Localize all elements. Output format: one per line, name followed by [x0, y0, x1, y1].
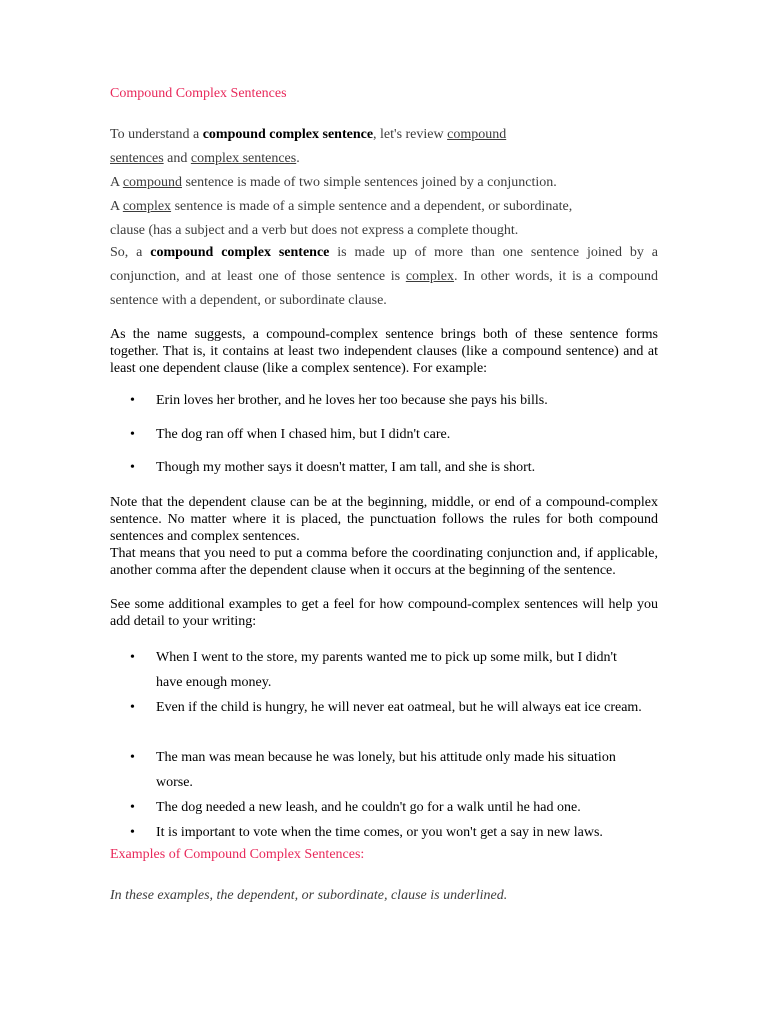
complex-link[interactable]: complex: [405, 269, 455, 284]
compound-link[interactable]: compound: [447, 127, 507, 142]
page-title: Compound Complex Sentences: [110, 86, 287, 101]
bullet-icon: •: [130, 825, 135, 840]
intro-paragraph: [110, 123, 658, 171]
section-title: Examples of Compound Complex Sentences:: [110, 847, 365, 862]
complex-link[interactable]: complex: [122, 199, 172, 214]
bullet-icon: •: [130, 460, 135, 475]
bullet-icon: •: [130, 427, 135, 442]
paragraph-name-suggests: As the name suggests, a compound-complex sentence brings both of these sentence forms together. That is, it contains at least two independent clauses (like a compound sentence) and at least one dependent clause (like a complex sentence). For example:: [110, 327, 658, 376]
intro-text: To understand a: [110, 127, 203, 142]
compound-link[interactable]: compound: [122, 175, 182, 190]
intro-text: and: [163, 151, 191, 166]
bullet-icon: •: [130, 650, 135, 665]
bullet-icon: •: [130, 750, 135, 765]
intro-text: .: [296, 151, 300, 166]
sentences-link[interactable]: sentences: [110, 151, 164, 166]
paragraph-comma: That means that you need to put a comma before the coordinating conjunction and, if applicable, another comma after the dependent clause when it occurs at the beginning of the sentence.: [110, 546, 658, 578]
bullet-icon: •: [130, 393, 135, 408]
paragraph-see-more: See some additional examples to get a feel for how compound-complex sentences will help you add detail to your writing:: [110, 597, 658, 629]
intro-text: , let's review: [373, 127, 448, 142]
compound-complex-definition: So, a compound complex sentence is made up of more than one sentence joined by a conjunction, and at least one of those sentence is complex. In other words, it is a compound sentence with a dependent, or subordinate clause.: [110, 245, 658, 308]
bullet-icon: •: [130, 800, 135, 815]
examples-note: In these examples, the dependent, or subordinate, clause is underlined.: [110, 888, 508, 903]
compound-definition: A compound sentence is made of two simple sentences joined by a conjunction.: [110, 175, 557, 190]
bullet-icon: •: [130, 700, 135, 715]
cc-bold-term: compound complex sentence: [150, 245, 330, 260]
complex-definition: A complex sentence is made of a simple sentence and a dependent, or subordinate, clause (has a subject and a verb but does not express a complete thought.: [110, 199, 573, 238]
intro-bold-term: compound complex sentence: [202, 127, 374, 142]
document-page: Compound Complex Sentences To understand a compound complex sentence, let's review compound sentences and complex sentences. A compound sentence is made of two simple sentences joined by a conjunction. A complex sentence is made of a simple sentence and a dependent, or subordinate, clause (has a subject and a verb but does not express a complete thought. So, a compound complex sentence is made up of more than one sentence joined by a conjunction, and at least one of those sentence is complex. In other words, it is a compound sentence with a dependent, or subordinate clause. As the name suggests, a compound-complex sentence brings both of these sentence forms together. That is, it contains at least two independent clauses (like a compound sentence) and at least one dependent clause (like a complex sentence). For example: • Erin loves her brother, and he loves her too because she pays his bills. • The dog ran off when I chased him, but I didn't care. • Though my mother says it doesn't matter, I am tall, and she is short. Note that the dependent clause can be at the beginning, middle, or end of a compound-complex sentence. No matter where it is placed, the punctuation follows the rules for both compound sentences and complex sentences. That means that you need to put a comma before the coordinating conjunction and, if applicable, another comma after the dependent clause when it occurs at the beginning of the sentence. See some additional examples to get a feel for how compound-complex sentences will help you add detail to your writing: • When I went to the store, my parents wanted me to pick up some milk, but I didn't have enough money. • Even if the child is hungry, he will never eat oatmeal, but he will always eat ice cream. • The man was mean because he was lonely, but his attitude only made his situation worse. • The dog needed a new leash, and he couldn't go for a walk until he had one. • It is important to vote when the time comes, or you won't get a say in new laws. Examples of Compound Complex Sentences: In these examples, the dependent, or subordinate, clause is underlined.: [0, 0, 768, 1024]
paragraph-note: Note that the dependent clause can be at the beginning, middle, or end of a compound-complex sentence. No matter where it is placed, the punctuation follows the rules for both compound sentences and complex sentences.: [110, 495, 658, 544]
complex-sentences-link[interactable]: complex sentences: [190, 151, 297, 166]
